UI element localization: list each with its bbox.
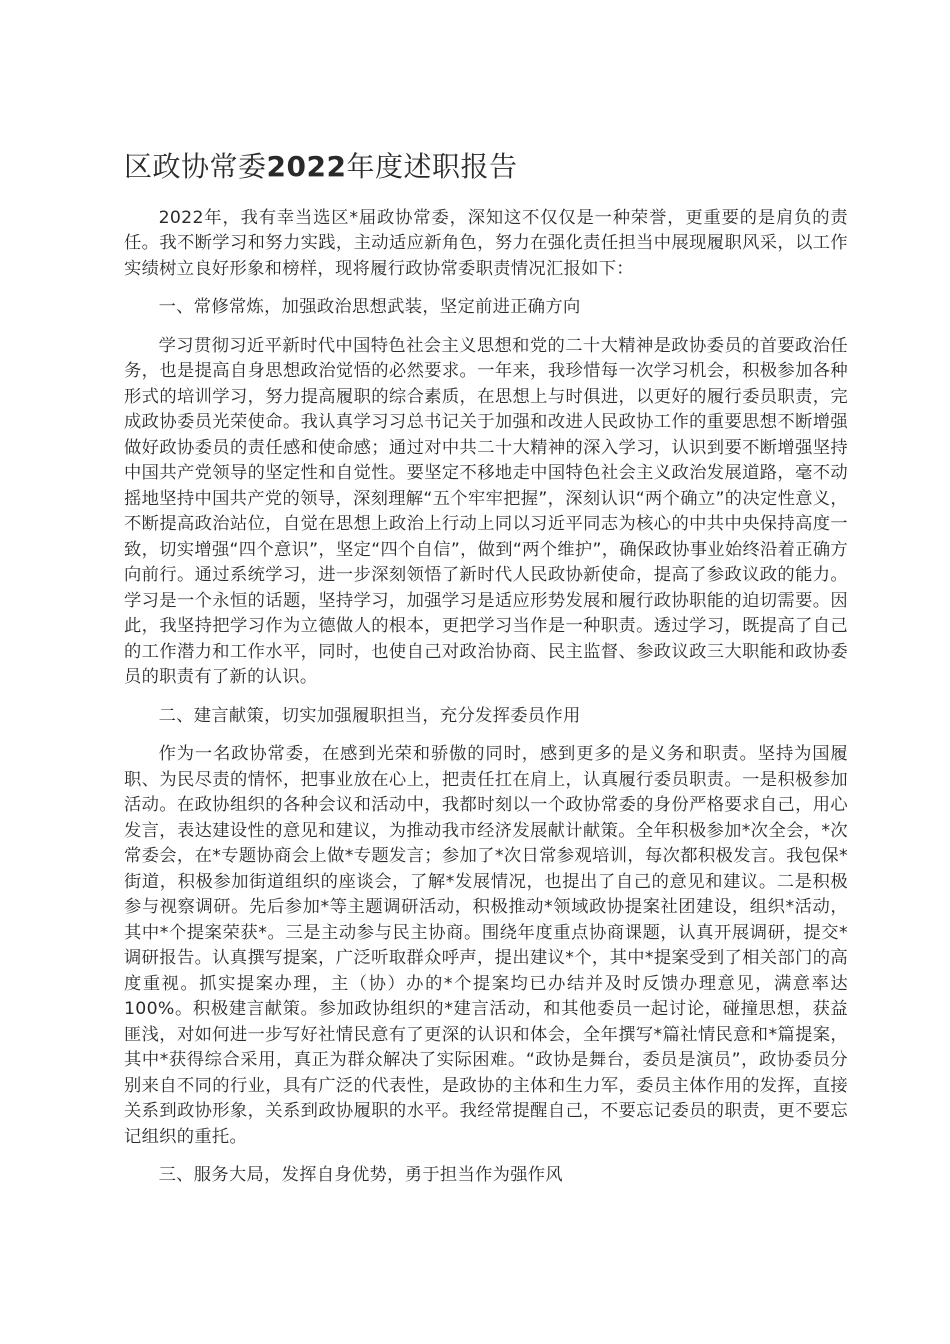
title-suffix: 年度述职报告 (346, 150, 518, 183)
document-page (124, 150, 848, 1202)
title-prefix: 区政协常委 (124, 150, 267, 183)
intro-paragraph: 2022年，我有幸当选区*届政协常委，深知这不仅仅是一种荣誉，更重要的是肩负的责任。我不断学习和努力实践，主动适应新角色，努力在强化责任担当中展现履职风采，以工作实绩树立良好形象和榜样，现将履行政协常委职责情况汇报如下： (124, 207, 848, 279)
section-heading-1: 一、常修常炼，加强政治思想武装，坚定前进正确方向 (158, 297, 581, 318)
title-year: 2022 (266, 150, 347, 183)
section-body-1: 学习贯彻习近平新时代中国特色社会主义思想和党的二十大精神是政协委员的首要政治任务，也是提高自身思想政治觉悟的必然要求。一年来，我珍惜每一次学习机会，积极参加各种形式的培训学习，努力提高履职的综合素质，在思想上与时俱进，以更好的履行委员职责，完成政协委员光荣使命。我认真学习习总书记关于加强和改进人民政协工作的重要思想不断增强做好政协委员的责任感和使命感；通过对中共二十大精神的深入学习，认识到要不断增强坚持中国共产党领导的坚定性和自觉性。要坚定不移地走中国特色社会主义政治发展道路，毫不动摇地坚持中国共产党的领导，深刻理解“五个牢牢把握”，深刻认识“两个确立”的决定性意义，不断提高政治站位，自觉在思想上政治上行动上同以习近平同志为核心的中共中央保持高度一致，切实增强“四个意识”，坚定“四个自信”，做到“两个维护”，确保政协事业始终沿着正确方向前行。通过系统学习，进一步深刻领悟了新时代人民政协新使命，提高了参政议政的能力。学习是一个永恒的话题，坚持学习，加强学习是适应形势发展和履行政协职能的迫切需要。因此，我坚持把学习作为立德做人的根本，更把学习当作是一种职责。透过学习，既提高了自己的工作潜力和工作水平，同时，也使自己对政治协商、民主监督、参政议政三大职能和政协委员的职责有了新的认识。 (124, 335, 848, 688)
section-heading-2: 二、建言献策，切实加强履职担当，充分发挥委员作用 (158, 705, 581, 726)
section-body-2: 作为一名政协常委，在感到光荣和骄傲的同时，感到更多的是义务和职责。坚持为国履职、为民尽责的情怀，把事业放在心上，把责任扛在肩上，认真履行委员职责。一是积极参加活动。在政协组织的各种会议和活动中，我都时刻以一个政协常委的身份严格要求自己，用心发言，表达建设性的意见和建议，为推动我市经济发展献计献策。全年积极参加*次全会，*次常委会，在*专题协商会上做*专题发言；参加了*次日常参观培训，每次都积极发言。我包保*街道，积极参加街道组织的座谈会，了解*发展情况，也提出了自己的意见和建议。二是积极参与视察调研。先后参加*等主题调研活动，积极推动*领域政协提案社团建设，组织*活动，其中*个提案荣获*。三是主动参与民主协商。围绕年度重点协商课题，认真开展调研，提交*调研报告。认真撰写提案，广泛听取群众呼声，提出建议*个，其中*提案受到了相关部门的高度重视。抓实提案办理，主（协）办的*个提案均已办结并及时反馈办理意见，满意率达100%。积极建言献策。参加政协组织的*建言活动，和其他委员一起讨论，碰撞思想，获益匪浅，对如何进一步写好社情民意有了更深的认识和体会，全年撰写*篇社情民意和*篇提案，其中*获得综合采用，真正为群众解决了实际困难。“政协是舞台，委员是演员”，政协委员分别来自不同的行业，具有广泛的代表性，是政协的主体和生力军，委员主体作用的发挥，直接关系到政协形象，关系到政协履职的水平。我经常提醒自己，不要忘记委员的职责，更不要忘记组织的重托。 (124, 744, 848, 1147)
section-heading-3: 三、服务大局，发挥自身优势，勇于担当作为强作风 (158, 1165, 563, 1186)
document-title (124, 150, 848, 184)
